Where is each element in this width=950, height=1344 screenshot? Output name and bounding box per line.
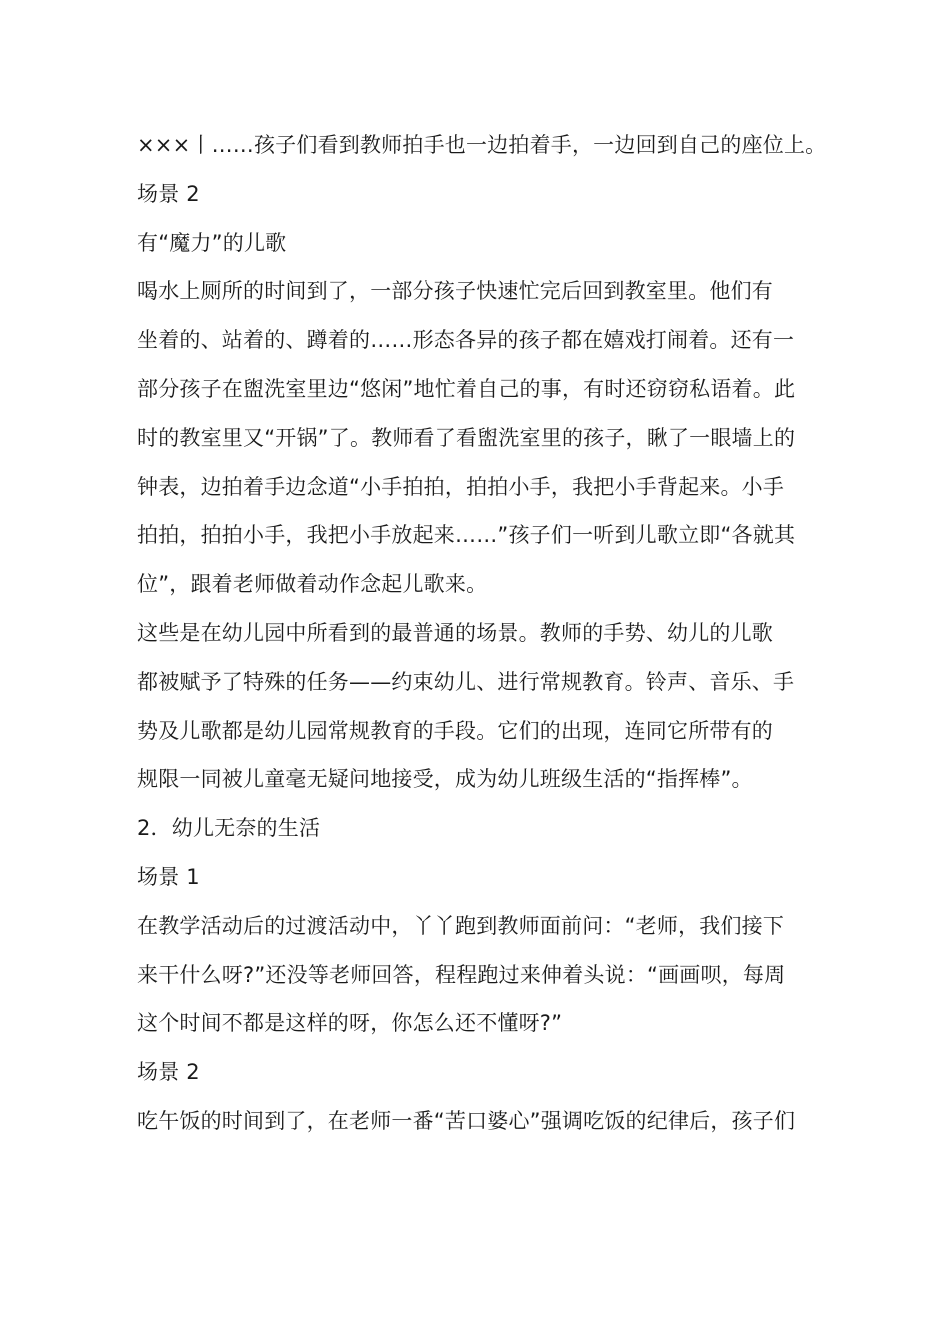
text-line-17: 在教学活动后的过渡活动中，丫丫跑到教师面前问：“老师，我们接下	[137, 913, 785, 938]
text-line-21: 吃午饭的时间到了，在老师一番“苦口婆心”强调吃饭的纪律后，孩子们	[137, 1108, 796, 1133]
scene-heading: 场景 2	[137, 1060, 200, 1085]
section-heading: 2．幼儿无奈的生活	[137, 816, 321, 841]
text-line-9: 拍拍，拍拍小手，我把小手放起来……”孩子们一听到儿歌立即“各就其	[137, 523, 796, 548]
text-line-11: 这些是在幼儿园中所看到的最普通的场景。教师的手势、幼儿的儿歌	[137, 620, 773, 645]
scene-heading: 场景 1	[137, 864, 200, 889]
text-line-14: 规限一同被儿童毫无疑问地接受，成为幼儿班级生活的“指挥棒”。	[137, 767, 753, 792]
section-title: 有“魔力”的儿歌	[137, 230, 287, 255]
text-line-13: 势及儿歌都是幼儿园常规教育的手段。它们的出现，连同它所带有的	[137, 718, 773, 743]
text-line-6: 部分孩子在盥洗室里边“悠闲”地忙着自己的事，有时还窃窃私语着。此	[137, 376, 796, 401]
scene-heading: 场景 2	[137, 181, 200, 206]
document-body	[137, 121, 837, 1146]
text-line-10: 位”，跟着老师做着动作念起儿歌来。	[137, 572, 488, 597]
text-line-4: 喝水上厕所的时间到了，一部分孩子快速忙完后回到教室里。他们有	[137, 279, 773, 304]
text-line-19: 这个时间不都是这样的呀，你怎么还不懂呀?”	[137, 1011, 563, 1036]
text-line-18: 来干什么呀?”还没等老师回答，程程跑过来伸着头说：“画画呗，每周	[137, 962, 786, 987]
text-line-12: 都被赋予了特殊的任务——约束幼儿、进行常规教育。铃声、音乐、手	[137, 669, 795, 694]
text-line-7: 时的教室里又“开锅”了。教师看了看盥洗室里的孩子，瞅了一眼墙上的	[137, 425, 796, 450]
text-line-1: ×××丨……孩子们看到教师拍手也一边拍着手，一边回到自己的座位上。	[137, 133, 827, 157]
text-line-5: 坐着的、站着的、蹲着的……形态各异的孩子都在嬉戏打闹着。还有一	[137, 328, 795, 353]
text-line-8: 钟表，边拍着手边念道“小手拍拍，拍拍小手，我把小手背起来。小手	[137, 474, 785, 499]
